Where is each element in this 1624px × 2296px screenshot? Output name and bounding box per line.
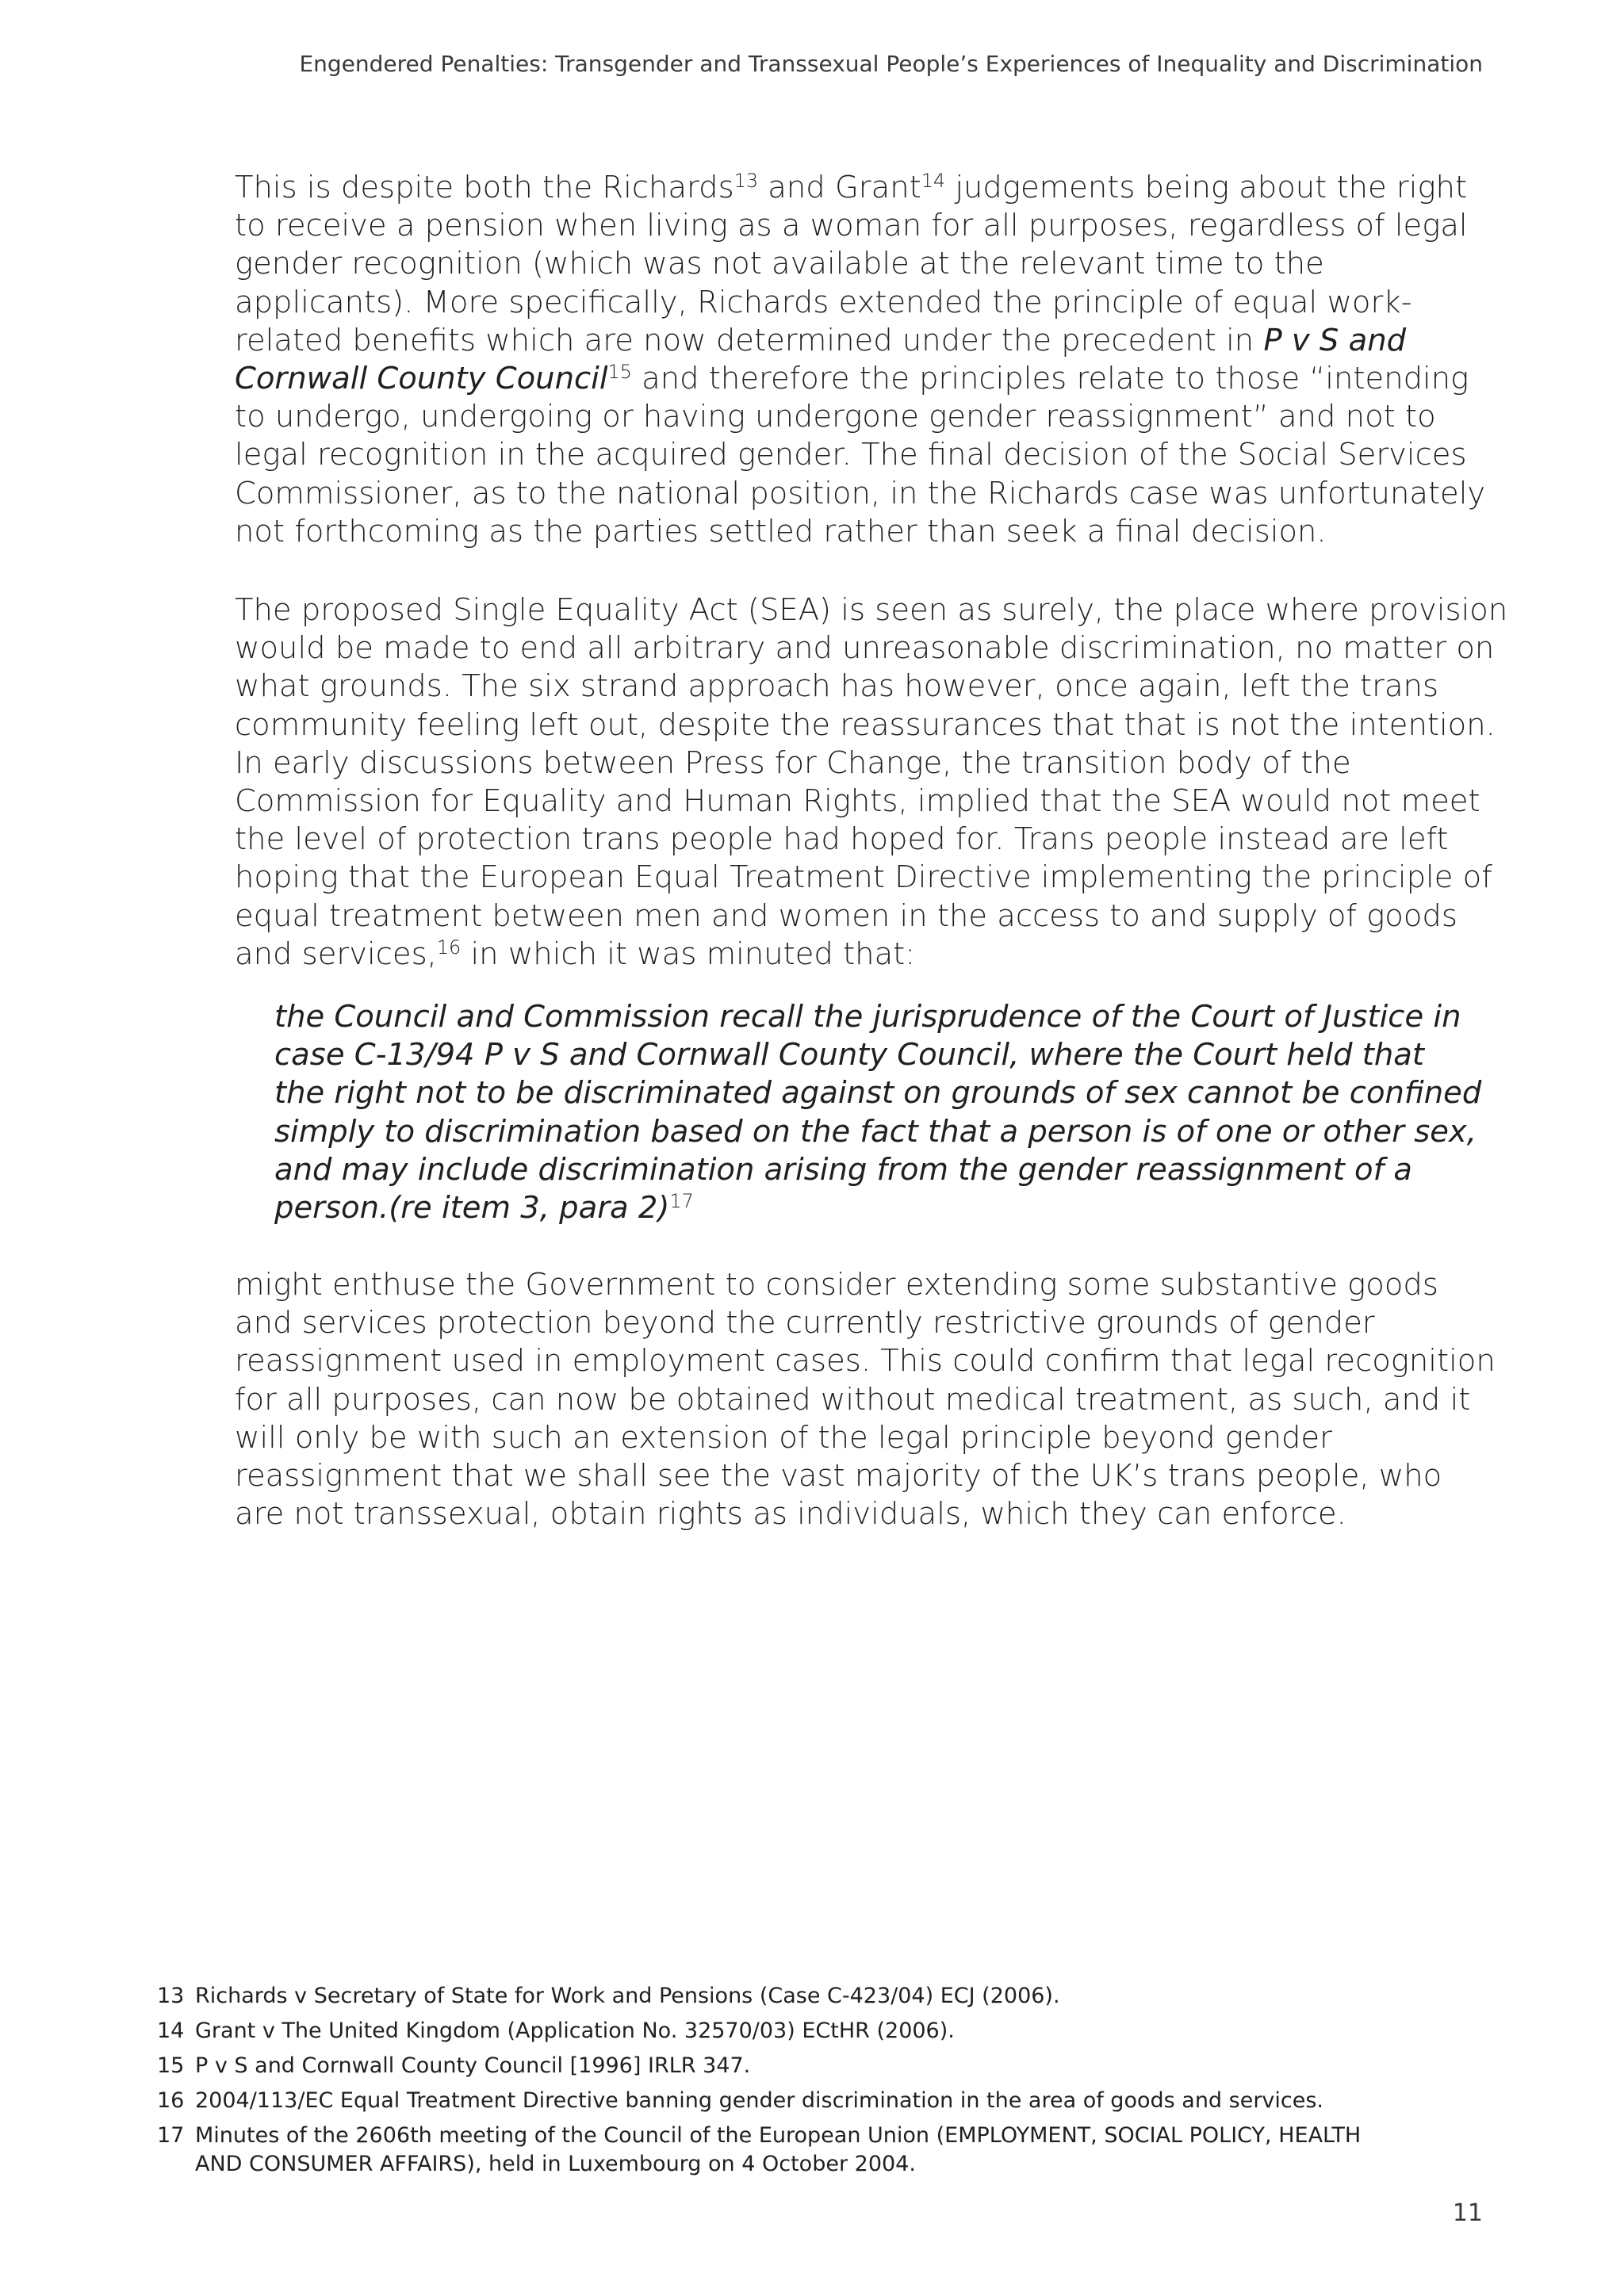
quote-line: case C-13/94 P v S and Cornwall County Council, where the Court held that — [274, 1037, 1424, 1073]
page-number: 11 — [1452, 2199, 1483, 2227]
footnote-ref-16: 16 — [436, 936, 462, 959]
footnote-line: AND CONSUMER AFFAIRS), held in Luxembourg on 4 October 2004. — [195, 2152, 916, 2176]
text-line: for all purposes, can now be obtained without medical treatment, as such, and it — [235, 1381, 1471, 1418]
footnote-14 — [157, 2017, 1442, 2045]
text-line: hoping that the European Equal Treatment Directive implementing the principle of — [235, 859, 1492, 896]
text-line: would be made to end all arbitrary and unreasonable discrimination, no matter on — [235, 630, 1495, 667]
body-paragraph-3 — [235, 1266, 1496, 1533]
text-line: to undergo, undergoing or having undergone gender reassignment” and not to — [235, 399, 1436, 435]
case-name-italic: Cornwall County Council — [235, 361, 608, 397]
quote-line: simply to discrimination based on the fact that a person is of one or other sex, — [274, 1113, 1477, 1150]
text-span: This is despite both the Richards — [235, 170, 734, 205]
quote-line: the Council and Commission recall the jurisprudence of the Court of Justice in — [274, 999, 1461, 1035]
text-line — [235, 360, 1469, 398]
text-span: in which it was minuted that: — [461, 936, 916, 972]
text-line — [235, 169, 1468, 207]
text-span: and Grant — [758, 170, 921, 205]
footnote-number: 16 — [157, 2088, 185, 2113]
text-line: The proposed Single Equality Act (SEA) is seen as surely, the place where provision — [235, 592, 1508, 628]
text-line: to receive a pension when living as a woman for all purposes, regardless of legal — [235, 208, 1468, 244]
footnote-number: 14 — [157, 2019, 185, 2043]
footnote-ref-15: 15 — [607, 360, 632, 383]
text-line: legal recognition in the acquired gender. The final decision of the Social Services — [235, 437, 1467, 473]
footnote-17 — [157, 2122, 1442, 2179]
footnote-15 — [157, 2052, 1442, 2080]
text-line: reassignment used in employment cases. This could confirm that legal recognition — [235, 1343, 1496, 1380]
footnote-ref-14: 14 — [921, 169, 946, 192]
text-span: person.(re item 3, para 2) — [274, 1190, 670, 1226]
footnotes — [157, 1982, 1442, 2185]
text-line: and services protection beyond the currently restrictive grounds of gender — [235, 1305, 1375, 1341]
footnote-line: Minutes of the 2606th meeting of the Council of the European Union (EMPLOYMENT, SOCIAL POLICY, HEALTH — [195, 2123, 1362, 2148]
text-line: will only be with such an extension of the legal principle beyond gender — [235, 1419, 1332, 1456]
footnote-number: 17 — [157, 2123, 185, 2148]
footnote-number: 13 — [157, 1984, 185, 2008]
text-line: reassignment that we shall see the vast majority of the UK’s trans people, who — [235, 1458, 1442, 1494]
text-span: and services, — [235, 936, 437, 972]
quote-line — [274, 1189, 1424, 1227]
footnote-text — [195, 2122, 1361, 2179]
quote-line: the right not to be discriminated against on grounds of sex cannot be confined — [274, 1075, 1482, 1112]
footnote-ref-13: 13 — [733, 169, 759, 192]
footnote-16 — [157, 2087, 1442, 2115]
text-line: equal treatment between men and women in the access to and supply of goods — [235, 897, 1457, 934]
text-span: judgements being about the right — [945, 170, 1468, 205]
text-line: not forthcoming as the parties settled rather than seek a final decision. — [235, 513, 1327, 549]
text-line — [235, 936, 1424, 974]
footnote-text: 2004/113/EC Equal Treatment Directive banning gender discrimination in the area of goods and services. — [195, 2088, 1324, 2113]
text-span: related benefits which are now determined under the precedent in — [235, 322, 1264, 358]
footnote-ref-17: 17 — [669, 1189, 694, 1212]
text-line: community feeling left out, despite the reassurances that that is not the intention. — [235, 706, 1496, 743]
text-line: Commissioner, as to the national position, in the Richards case was unfortunately — [235, 475, 1486, 511]
text-line: gender recognition (which was not available at the relevant time to the — [235, 246, 1324, 282]
body-paragraph-1 — [235, 169, 1486, 551]
text-line: might enthuse the Government to consider extending some substantive goods — [235, 1267, 1438, 1303]
text-line: applicants). More specifically, Richards extended the principle of equal work- — [235, 284, 1412, 320]
text-line: are not transsexual, obtain rights as individuals, which they can enforce. — [235, 1496, 1346, 1533]
quote-line: and may include discrimination arising from the gender reassignment of a — [274, 1151, 1412, 1188]
case-name-italic: P v S and — [1263, 322, 1407, 358]
text-line: what grounds. The six strand approach has however, once again, left the trans — [235, 668, 1439, 705]
footnote-text: P v S and Cornwall County Council [1996] IRLR 347. — [195, 2053, 751, 2078]
text-line: the level of protection trans people had hoped for. Trans people instead are left — [235, 821, 1449, 858]
text-line: Commission for Equality and Human Rights, implied that the SEA would not meet — [235, 783, 1480, 820]
text-span: and therefore the principles relate to those “intending — [631, 361, 1469, 397]
footnote-number: 15 — [157, 2053, 185, 2078]
footnote-text: Grant v The United Kingdom (Application No. 32570/03) ECtHR (2006). — [195, 2019, 955, 2043]
block-quote — [274, 998, 1482, 1227]
footnote-13 — [157, 1982, 1442, 2011]
body-paragraph-2 — [235, 591, 1508, 974]
text-line — [235, 322, 1424, 360]
text-line: In early discussions between Press for Change, the transition body of the — [235, 744, 1351, 781]
footnote-text: Richards v Secretary of State for Work and Pensions (Case C-423/04) ECJ (2006). — [195, 1984, 1060, 2008]
running-header: Engendered Penalties: Transgender and Transsexual People’s Experiences of Inequality and Discrimination — [299, 51, 1483, 77]
